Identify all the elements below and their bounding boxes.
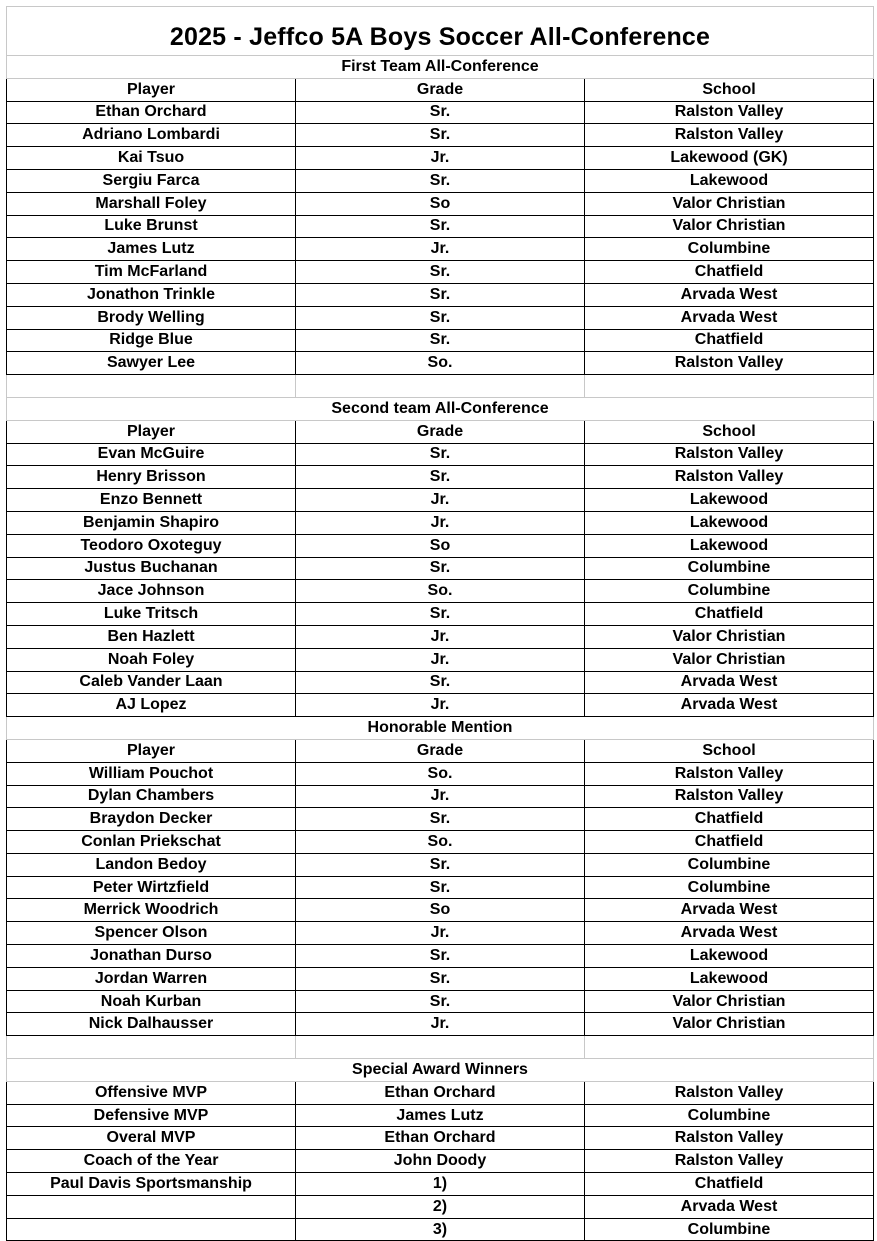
school-cell: Ralston Valley [585,1081,874,1104]
grade-cell: Sr. [296,945,585,968]
school-cell: Lakewood (GK) [585,147,874,170]
player-name-cell: Brody Welling [7,306,296,329]
player-name-cell: Ridge Blue [7,329,296,352]
school-cell: Arvada West [585,306,874,329]
winner-cell: Ethan Orchard [296,1081,585,1104]
grade-cell: Sr. [296,603,585,626]
player-name-cell: Sawyer Lee [7,352,296,375]
first-team-row [7,329,874,352]
second-team-row [7,694,874,717]
grade-cell: So. [296,580,585,603]
grade-cell: So. [296,762,585,785]
first-team-row [7,238,874,261]
grade-cell: Jr. [296,785,585,808]
player-name-cell: Henry Brisson [7,466,296,489]
school-cell: Ralston Valley [585,1127,874,1150]
grade-cell: Sr. [296,967,585,990]
honorable-mention-row [7,990,874,1013]
player-name-cell: Jonathan Durso [7,945,296,968]
grade-cell: Sr. [296,169,585,192]
first-team-row [7,306,874,329]
grade-cell: Jr. [296,147,585,170]
honorable-mention-column-header [7,739,874,762]
first-team-row [7,261,874,284]
honorable-mention-heading-label: Honorable Mention [7,717,874,740]
second-team-row [7,443,874,466]
grade-cell: Sr. [296,876,585,899]
school-cell: Chatfield [585,261,874,284]
second-team-row [7,557,874,580]
winner-cell: 3) [296,1218,585,1241]
second-team-column-header [7,420,874,443]
player-name-cell: Dylan Chambers [7,785,296,808]
honorable-mention-row [7,899,874,922]
school-cell: Valor Christian [585,648,874,671]
school-cell: Valor Christian [585,1013,874,1036]
school-cell: Chatfield [585,603,874,626]
school-cell: Arvada West [585,922,874,945]
school-cell: Chatfield [585,1173,874,1196]
grade-cell: Sr. [296,990,585,1013]
award-name-cell: Paul Davis Sportsmanship [7,1173,296,1196]
player-name-cell: Peter Wirtzfield [7,876,296,899]
column-header-player: Player [7,78,296,101]
school-cell: Chatfield [585,808,874,831]
empty-cell [585,1036,874,1059]
first-team-heading [7,56,874,79]
honorable-mention-row [7,967,874,990]
second-team-row [7,534,874,557]
second-team-heading-label: Second team All-Conference [7,397,874,420]
player-name-cell: Luke Tritsch [7,603,296,626]
school-cell: Ralston Valley [585,101,874,124]
school-cell: Arvada West [585,1195,874,1218]
grade-cell: Sr. [296,808,585,831]
school-cell: Lakewood [585,489,874,512]
empty-cell [7,375,296,398]
player-name-cell: Braydon Decker [7,808,296,831]
honorable-mention-heading [7,717,874,740]
first-team-row [7,215,874,238]
school-cell: Valor Christian [585,625,874,648]
grade-cell: Jr. [296,922,585,945]
empty-cell [7,1036,296,1059]
school-cell: Arvada West [585,671,874,694]
first-team-row [7,352,874,375]
grade-cell: Sr. [296,261,585,284]
school-cell: Columbine [585,1218,874,1241]
second-team-row [7,580,874,603]
player-name-cell: AJ Lopez [7,694,296,717]
grade-cell: Sr. [296,557,585,580]
second-team-row [7,489,874,512]
grade-cell: Jr. [296,694,585,717]
special-award-row [7,1127,874,1150]
grade-cell: Sr. [296,329,585,352]
school-cell: Lakewood [585,945,874,968]
column-header-grade: Grade [296,420,585,443]
school-cell: Lakewood [585,169,874,192]
first-team-column-header [7,78,874,101]
school-cell: Columbine [585,853,874,876]
award-name-cell [7,1195,296,1218]
second-team-row [7,466,874,489]
column-header-player: Player [7,739,296,762]
second-team-heading [7,397,874,420]
school-cell: Chatfield [585,831,874,854]
player-name-cell: Tim McFarland [7,261,296,284]
grade-cell: Sr. [296,101,585,124]
school-cell: Valor Christian [585,215,874,238]
first-team-row [7,192,874,215]
player-name-cell: Adriano Lombardi [7,124,296,147]
column-header-player: Player [7,420,296,443]
school-cell: Arvada West [585,694,874,717]
player-name-cell: Jordan Warren [7,967,296,990]
school-cell: Columbine [585,557,874,580]
grade-cell: Jr. [296,511,585,534]
player-name-cell: Noah Kurban [7,990,296,1013]
player-name-cell: Enzo Bennett [7,489,296,512]
school-cell: Ralston Valley [585,466,874,489]
school-cell: Ralston Valley [585,124,874,147]
school-cell: Lakewood [585,967,874,990]
school-cell: Ralston Valley [585,762,874,785]
second-team-row [7,625,874,648]
player-name-cell: Sergiu Farca [7,169,296,192]
player-name-cell: James Lutz [7,238,296,261]
school-cell: Arvada West [585,899,874,922]
winner-cell: 1) [296,1173,585,1196]
school-cell: Chatfield [585,329,874,352]
honorable-mention-row [7,922,874,945]
player-name-cell: Justus Buchanan [7,557,296,580]
school-cell: Ralston Valley [585,785,874,808]
first-team-row [7,169,874,192]
special-award-row [7,1218,874,1241]
grade-cell: Jr. [296,489,585,512]
honorable-mention-row [7,876,874,899]
first-team-row [7,124,874,147]
honorable-mention-row [7,853,874,876]
player-name-cell: Benjamin Shapiro [7,511,296,534]
player-name-cell: Jonathon Trinkle [7,283,296,306]
blank-row [7,1036,874,1059]
grade-cell: Sr. [296,215,585,238]
column-header-grade: Grade [296,739,585,762]
special-award-row [7,1104,874,1127]
school-cell: Valor Christian [585,192,874,215]
empty-cell [296,1036,585,1059]
first-team-row [7,101,874,124]
player-name-cell: Kai Tsuo [7,147,296,170]
grade-cell: Jr. [296,1013,585,1036]
grade-cell: Sr. [296,283,585,306]
award-name-cell: Defensive MVP [7,1104,296,1127]
player-name-cell: Nick Dalhausser [7,1013,296,1036]
school-cell: Columbine [585,1104,874,1127]
player-name-cell: Jace Johnson [7,580,296,603]
winner-cell: James Lutz [296,1104,585,1127]
honorable-mention-row [7,831,874,854]
player-name-cell: Luke Brunst [7,215,296,238]
player-name-cell: Caleb Vander Laan [7,671,296,694]
second-team-row [7,511,874,534]
column-header-school: School [585,739,874,762]
school-cell: Ralston Valley [585,352,874,375]
winner-cell: 2) [296,1195,585,1218]
special-awards-heading [7,1059,874,1082]
winner-cell: Ethan Orchard [296,1127,585,1150]
award-name-cell: Overal MVP [7,1127,296,1150]
player-name-cell: Merrick Woodrich [7,899,296,922]
award-name-cell [7,1218,296,1241]
grade-cell: Sr. [296,853,585,876]
first-team-row [7,147,874,170]
school-cell: Ralston Valley [585,443,874,466]
all-conference-table [6,55,874,1241]
school-cell: Lakewood [585,534,874,557]
spreadsheet [6,6,874,1241]
grade-cell: So [296,192,585,215]
player-name-cell: Landon Bedoy [7,853,296,876]
grade-cell: Sr. [296,466,585,489]
grade-cell: Sr. [296,306,585,329]
empty-cell [296,375,585,398]
special-award-row [7,1150,874,1173]
grade-cell: Jr. [296,238,585,261]
blank-row [7,375,874,398]
column-header-grade: Grade [296,78,585,101]
grade-cell: So. [296,831,585,854]
grade-cell: Sr. [296,124,585,147]
school-cell: Valor Christian [585,990,874,1013]
school-cell: Columbine [585,876,874,899]
grade-cell: Sr. [296,671,585,694]
column-header-school: School [585,78,874,101]
grade-cell: Jr. [296,625,585,648]
second-team-row [7,603,874,626]
grade-cell: So. [296,352,585,375]
winner-cell: John Doody [296,1150,585,1173]
document-title: 2025 - Jeffco 5A Boys Soccer All-Conference [6,6,874,55]
column-header-school: School [585,420,874,443]
empty-cell [585,375,874,398]
player-name-cell: Marshall Foley [7,192,296,215]
school-cell: Ralston Valley [585,1150,874,1173]
player-name-cell: Ben Hazlett [7,625,296,648]
school-cell: Lakewood [585,511,874,534]
player-name-cell: Conlan Priekschat [7,831,296,854]
first-team-row [7,283,874,306]
grade-cell: Jr. [296,648,585,671]
school-cell: Arvada West [585,283,874,306]
honorable-mention-row [7,808,874,831]
honorable-mention-row [7,945,874,968]
player-name-cell: Teodoro Oxoteguy [7,534,296,557]
special-award-row [7,1173,874,1196]
player-name-cell: William Pouchot [7,762,296,785]
award-name-cell: Offensive MVP [7,1081,296,1104]
player-name-cell: Evan McGuire [7,443,296,466]
special-award-row [7,1195,874,1218]
grade-cell: Sr. [296,443,585,466]
school-cell: Columbine [585,238,874,261]
award-name-cell: Coach of the Year [7,1150,296,1173]
school-cell: Columbine [585,580,874,603]
player-name-cell: Ethan Orchard [7,101,296,124]
honorable-mention-row [7,1013,874,1036]
special-awards-heading-label: Special Award Winners [7,1059,874,1082]
second-team-row [7,648,874,671]
player-name-cell: Spencer Olson [7,922,296,945]
player-name-cell: Noah Foley [7,648,296,671]
grade-cell: So [296,534,585,557]
honorable-mention-row [7,762,874,785]
special-award-row [7,1081,874,1104]
first-team-heading-label: First Team All-Conference [7,56,874,79]
second-team-row [7,671,874,694]
honorable-mention-row [7,785,874,808]
grade-cell: So [296,899,585,922]
